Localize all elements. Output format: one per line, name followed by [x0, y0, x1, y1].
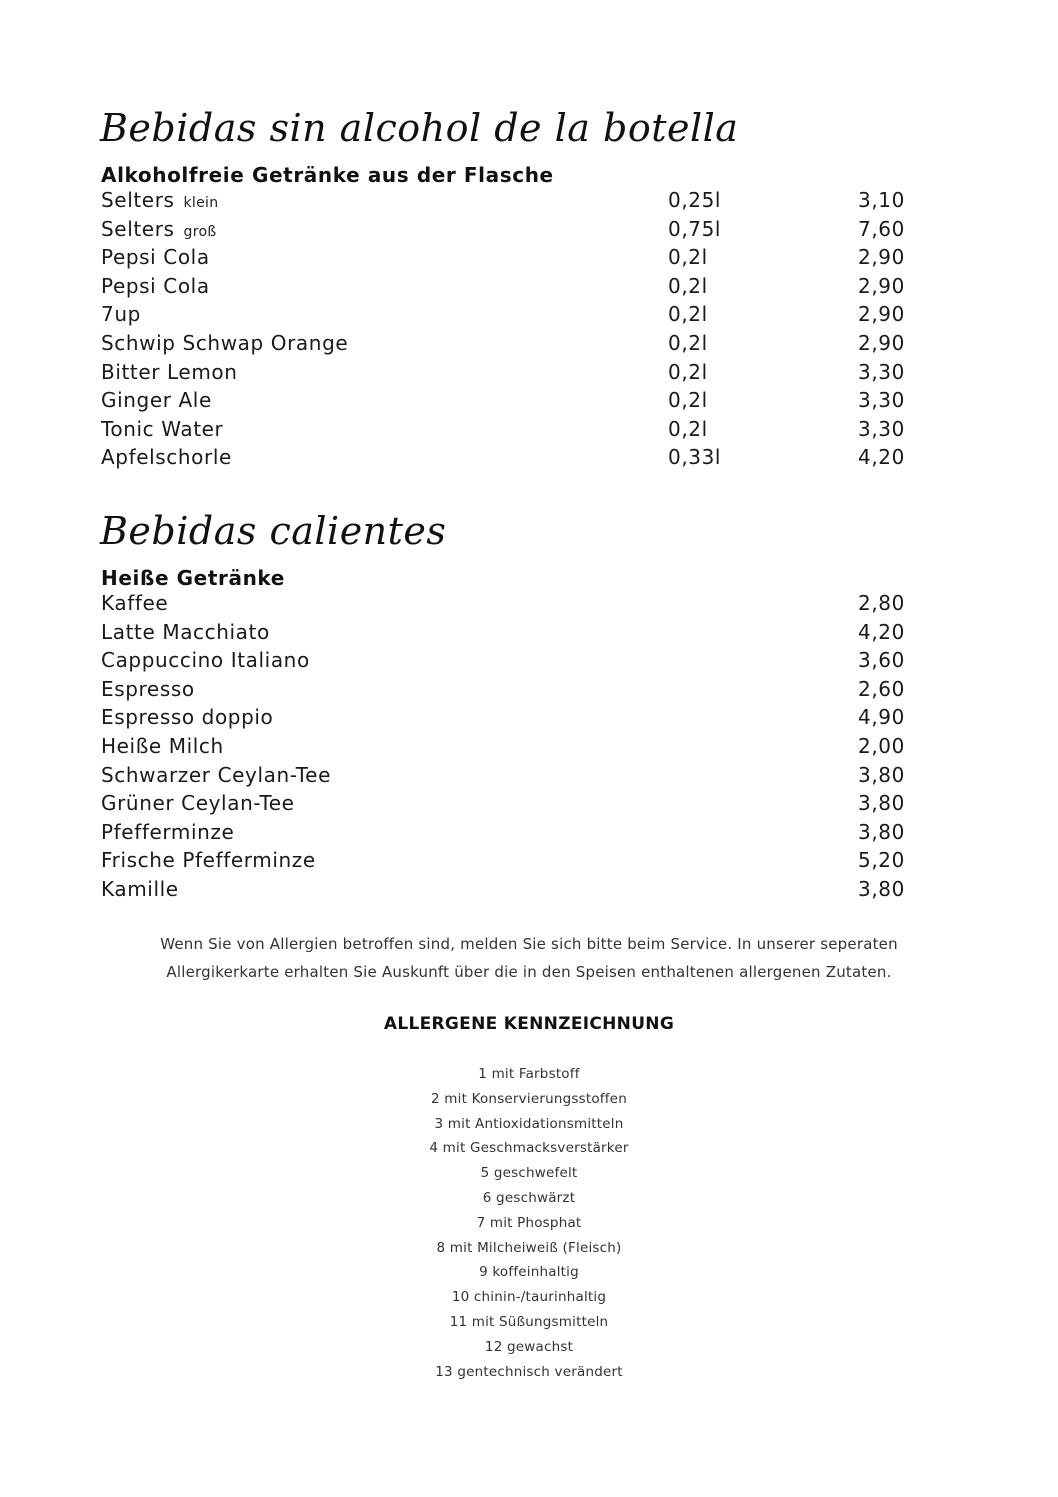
allergy-notice-line: Wenn Sie von Allergien betroffen sind, melden Sie sich bitte beim Service. In unserer seperaten: [160, 935, 898, 953]
item-volume: 0,2l: [668, 302, 708, 327]
item-size-note: klein: [183, 195, 219, 211]
list-item: [101, 846, 911, 875]
item-name: Schwarzer Ceylan-Tee: [101, 762, 331, 787]
item-name: Espresso: [101, 676, 195, 701]
list-item: [101, 329, 911, 358]
item-volume: 0,33l: [668, 445, 722, 470]
hot-drinks-list: [101, 589, 911, 904]
item-size-note: groß: [183, 223, 217, 240]
allergen-item: 2 mit Konservierungsstoffen: [431, 1090, 627, 1107]
list-item: [101, 386, 911, 415]
allergen-heading: ALLERGENE KENNZEICHNUNG: [383, 1014, 675, 1034]
item-name: Heiße Milch: [101, 733, 224, 758]
allergen-item: 7 mit Phosphat: [476, 1214, 582, 1231]
list-item: [101, 761, 911, 790]
item-name: Bitter Lemon: [101, 359, 238, 384]
item-name: Pepsi Cola: [101, 245, 210, 270]
item-name: Kamille: [101, 876, 179, 901]
list-item: [101, 789, 911, 818]
allergen-item: 11 mit Süßungsmitteln: [449, 1313, 609, 1330]
item-volume: 0,2l: [668, 388, 708, 413]
item-price: 5,20: [858, 848, 905, 873]
cold-section-subtitle: Alkoholfreie Getränke aus der Flasche: [101, 163, 554, 187]
item-volume: 0,2l: [668, 245, 708, 270]
item-price: 3,80: [858, 762, 905, 787]
cold-section-title: Bebidas sin alcohol de la botella: [100, 106, 739, 150]
list-item: [101, 703, 911, 732]
item-price: 4,20: [858, 619, 905, 644]
allergy-notice-line: Allergikerkarte erhalten Sie Auskunft über die in den Speisen enthaltenen allergenen Zutaten.: [166, 963, 892, 981]
hot-section-title: Bebidas calientes: [100, 509, 447, 553]
list-item: [101, 818, 911, 847]
item-name: Ginger Ale: [101, 388, 212, 413]
item-name: Frische Pfefferminze: [101, 848, 316, 873]
allergen-item: 13 gentechnisch verändert: [435, 1363, 623, 1380]
list-item: [101, 675, 911, 704]
item-name: Grüner Ceylan-Tee: [101, 791, 295, 816]
item-price: 2,90: [858, 302, 905, 327]
item-name: Schwip Schwap Orange: [101, 330, 349, 355]
hot-section-subtitle: Heiße Getränke: [101, 566, 285, 590]
item-name: Pepsi Cola: [101, 273, 210, 298]
allergen-list: [0, 1062, 1058, 1384]
item-price: 3,30: [858, 416, 905, 441]
allergen-item: 4 mit Geschmacksverstärker: [429, 1140, 629, 1157]
allergen-item: 3 mit Antioxidationsmitteln: [434, 1115, 624, 1132]
item-name: Pfefferminze: [101, 819, 235, 844]
item-price: 2,00: [858, 733, 905, 758]
list-item: [101, 215, 911, 244]
item-price: 4,90: [858, 705, 905, 730]
item-price: 3,80: [858, 876, 905, 901]
list-item: [101, 646, 911, 675]
allergen-item: 10 chinin-/taurinhaltig: [451, 1289, 607, 1306]
list-item: [101, 358, 911, 387]
allergen-item: 8 mit Milcheiweiß (Fleisch): [436, 1239, 622, 1256]
item-name: Tonic Water: [101, 416, 224, 441]
cold-drinks-list: [101, 186, 911, 472]
item-price: 3,60: [858, 648, 905, 673]
item-name: Kaffee: [101, 591, 169, 615]
item-price: 3,80: [858, 791, 905, 816]
item-volume: 0,25l: [668, 188, 722, 212]
item-price: 4,20: [858, 445, 905, 470]
list-item: [101, 875, 911, 904]
item-price: 2,90: [858, 330, 905, 355]
list-item: [101, 732, 911, 761]
item-price: 7,60: [858, 216, 905, 241]
item-volume: 0,2l: [668, 273, 708, 298]
list-item: [101, 589, 911, 618]
item-price: 3,10: [858, 188, 905, 212]
list-item: [101, 272, 911, 301]
item-name: Selters groß: [101, 216, 217, 241]
item-price: 3,30: [858, 388, 905, 413]
item-price: 3,80: [858, 819, 905, 844]
item-name: Cappuccino Italiano: [101, 648, 310, 673]
allergen-item: 12 gewachst: [484, 1338, 574, 1355]
item-volume: 0,2l: [668, 416, 708, 441]
item-price: 2,90: [858, 245, 905, 270]
allergy-notice: [80, 930, 978, 986]
item-name: Latte Macchiato: [101, 619, 270, 644]
list-item: [101, 415, 911, 444]
item-name: Espresso doppio: [101, 705, 274, 730]
list-item: [101, 186, 911, 215]
item-price: 3,30: [858, 359, 905, 384]
allergen-item: 1 mit Farbstoff: [478, 1066, 580, 1082]
allergen-item: 9 koffeinhaltig: [479, 1264, 579, 1281]
item-price: 2,90: [858, 273, 905, 298]
allergen-item: 6 geschwärzt: [482, 1189, 576, 1206]
item-name: 7up: [101, 302, 141, 327]
list-item: [101, 443, 911, 472]
item-volume: 0,75l: [668, 216, 722, 241]
list-item: [101, 618, 911, 647]
item-name: Apfelschorle: [101, 445, 232, 470]
allergen-item: 5 geschwefelt: [480, 1165, 578, 1182]
item-volume: 0,2l: [668, 359, 708, 384]
list-item: [101, 300, 911, 329]
item-price: 2,60: [858, 676, 905, 701]
item-volume: 0,2l: [668, 330, 708, 355]
list-item: [101, 243, 911, 272]
item-name: Selters klein: [101, 188, 219, 212]
item-price: 2,80: [858, 591, 905, 615]
